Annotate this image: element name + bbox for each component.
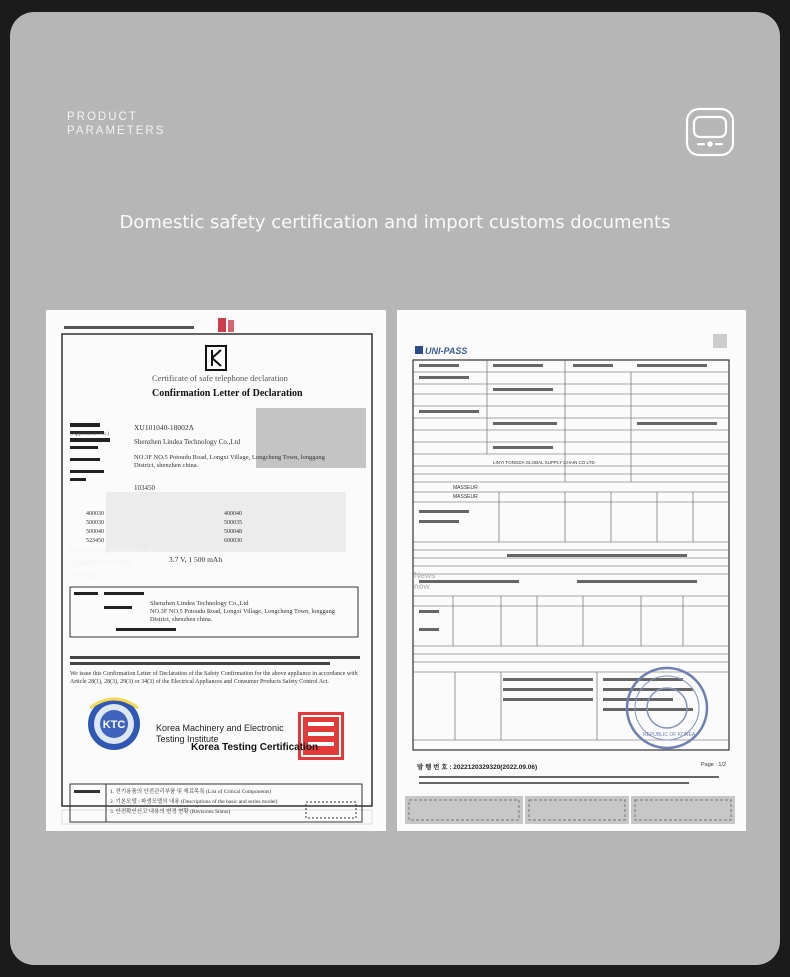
annex-item-3: 3. 안전확인신고 내용의 변경 현황 (Revisions Status): [110, 809, 231, 815]
manufacturer-company: Shenzhen Lindea Technology Co.,Ltd: [150, 600, 249, 607]
model-table-left-0: 400030: [86, 511, 104, 517]
issue-number: 발 행 번 호 : 2022120329320(2022.09.06): [417, 764, 538, 771]
application-number: XU101040-18002A: [134, 423, 194, 432]
device-icon: [685, 107, 735, 157]
model-classification-note: Model classification of qualitative / safe energy:: [70, 545, 154, 579]
shipper-name: LINYI TONGDA GLOBAL SUPPLY CHAIN CO LTD: [493, 460, 595, 465]
goods-name-1: MASSEUR: [453, 485, 478, 491]
model-table-left-3: 523450: [86, 538, 104, 544]
model-table-left-1: 500030: [86, 520, 104, 526]
customs-form-graphics: [397, 310, 746, 831]
ktc-seal: [88, 698, 140, 750]
unipass-logo: [415, 346, 423, 354]
applicant-address: NO.3F NO.5 Potoudu Road, Longxi Village, Longcheng Town, longgang District, shenzhen china.: [134, 454, 325, 469]
unipass-brand: UNI-PASS: [425, 346, 468, 356]
battery-rating: 3.7 V, 1 500 mAh: [169, 555, 223, 564]
confirmation-letter-document: [46, 310, 386, 831]
section-label-line2: PARAMETERS: [67, 125, 166, 137]
goods-name-2: MASSEUR: [453, 494, 478, 500]
confirmation-statement: We issue this Confirmation Letter of Declaration of the Safety Confirmation for the above appliance in accordance with Article 28(1), 28(3), 29(3) or 34(3) of the Electrical Appliances and Consumer Products Safety Control Act.: [70, 671, 358, 685]
manufacturer-address: NO.3F NO.5 Potoudu Road, Longxi Village, Longcheng Town, longgang District, shenzhen china.: [150, 608, 335, 623]
page-indicator: Page : 1/2: [701, 762, 727, 768]
section-label: [67, 110, 165, 138]
model-table-left-2: 500040: [86, 529, 104, 535]
annex-item-1: 1. 전기용품의 안전관리부품 및 재료목록 (List of Critical Components): [110, 789, 272, 795]
testing-institute-name: Korea Machinery and Electronic Testing Institute: [156, 723, 284, 744]
doc-title-small: Certificate of safe telephone declaration: [152, 373, 288, 383]
product-parameters-panel: [10, 12, 780, 965]
annex-item-2: 2. 기본모델 : 파생모델의 내용 (Descriptions of the basic and series model): [110, 799, 278, 805]
model-table-right-0: 400040: [224, 511, 242, 517]
model-table-right-2: 500048: [224, 529, 242, 535]
application-number-label: (Application No.): [70, 431, 110, 437]
authority-signature: Korea Testing Certification: [191, 742, 319, 753]
import-declaration-document: [397, 310, 746, 831]
registration-code: 103450: [134, 484, 155, 492]
section-title: Domestic safety certification and import customs documents: [119, 212, 671, 233]
model-table-right-1: 500035: [224, 520, 242, 526]
customs-stamp-text: REPUBLIC OF KOREA: [643, 732, 696, 738]
model-table-right-3: 600030: [224, 538, 242, 544]
news-now-label: News now: [414, 570, 436, 591]
applicant-company: Shenzhen Lindea Technology Co.,Ltd: [134, 438, 241, 446]
section-label-line1: PRODUCT: [67, 111, 138, 123]
doc-title-main: Confirmation Letter of Declaration: [152, 388, 303, 399]
svg-text:KTC: KTC: [102, 719, 126, 731]
